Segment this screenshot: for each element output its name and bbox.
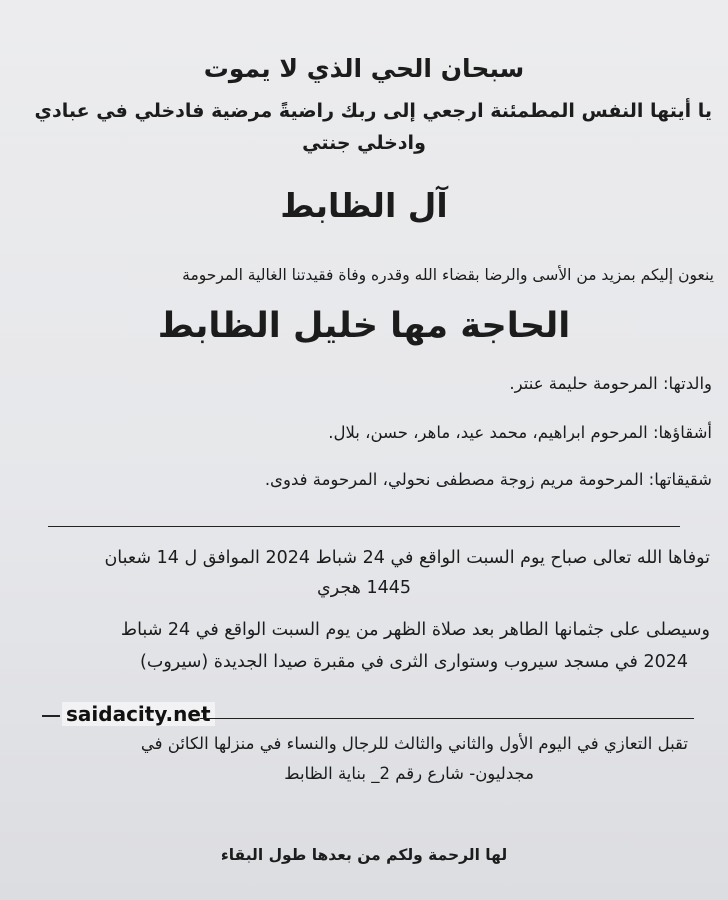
death-line-2: 1445 هجري xyxy=(317,578,411,598)
condolence-line-1: تقبل التعازي في اليوم الأول والثاني والثالث للرجال والنساء في منزلها الكائن في xyxy=(140,734,688,753)
brothers-line: أشقاؤها: المرحوم ابراهيم، محمد عيد، ماهر، حسن، بلال. xyxy=(328,423,712,442)
death-line-1: توفاها الله تعالى صباح يوم السبت الواقع في 24 شباط 2024 الموافق ل 14 شعبان xyxy=(104,548,710,568)
heading: سبحان الحي الذي لا يموت xyxy=(203,54,525,83)
watermark-text: saidacity.net xyxy=(62,702,215,726)
sisters-line: شقيقاتها: المرحومة مريم زوجة مصطفى نحولي، المرحومة فدوى. xyxy=(264,470,712,489)
verse-line-2: وادخلي جنتي xyxy=(302,132,426,154)
separator-bottom xyxy=(200,718,694,719)
prayer-line-1: وسيصلى على جثمانها الطاهر بعد صلاة الظهر من يوم السبت الواقع في 24 شباط xyxy=(120,620,710,640)
deceased-name: الحاجة مها خليل الظابط xyxy=(157,306,571,346)
watermark-dash xyxy=(42,715,60,717)
closing-line: لها الرحمة ولكم من بعدها طول البقاء xyxy=(220,846,508,864)
verse-line-1: يا أيتها النفس المطمئنة ارجعي إلى ربك راضيةً مرضية فادخلي في عبادي xyxy=(34,100,712,122)
prayer-line-2: 2024 في مسجد سيروب وستوارى الثرى في مقبرة صيدا الجديدة (سيروب) xyxy=(140,652,688,672)
condolence-line-2: مجدليون- شارع رقم 2_ بناية الظابط xyxy=(284,764,534,783)
family-name: آل الظابط xyxy=(280,186,448,225)
mother-line: والدتها: المرحومة حليمة عنتر. xyxy=(509,374,712,393)
announcement: ينعون إليكم بمزيد من الأسى والرضا بقضاء الله وقدره وفاة فقيدتنا الغالية المرحومة xyxy=(182,266,714,284)
separator-top xyxy=(48,526,680,527)
